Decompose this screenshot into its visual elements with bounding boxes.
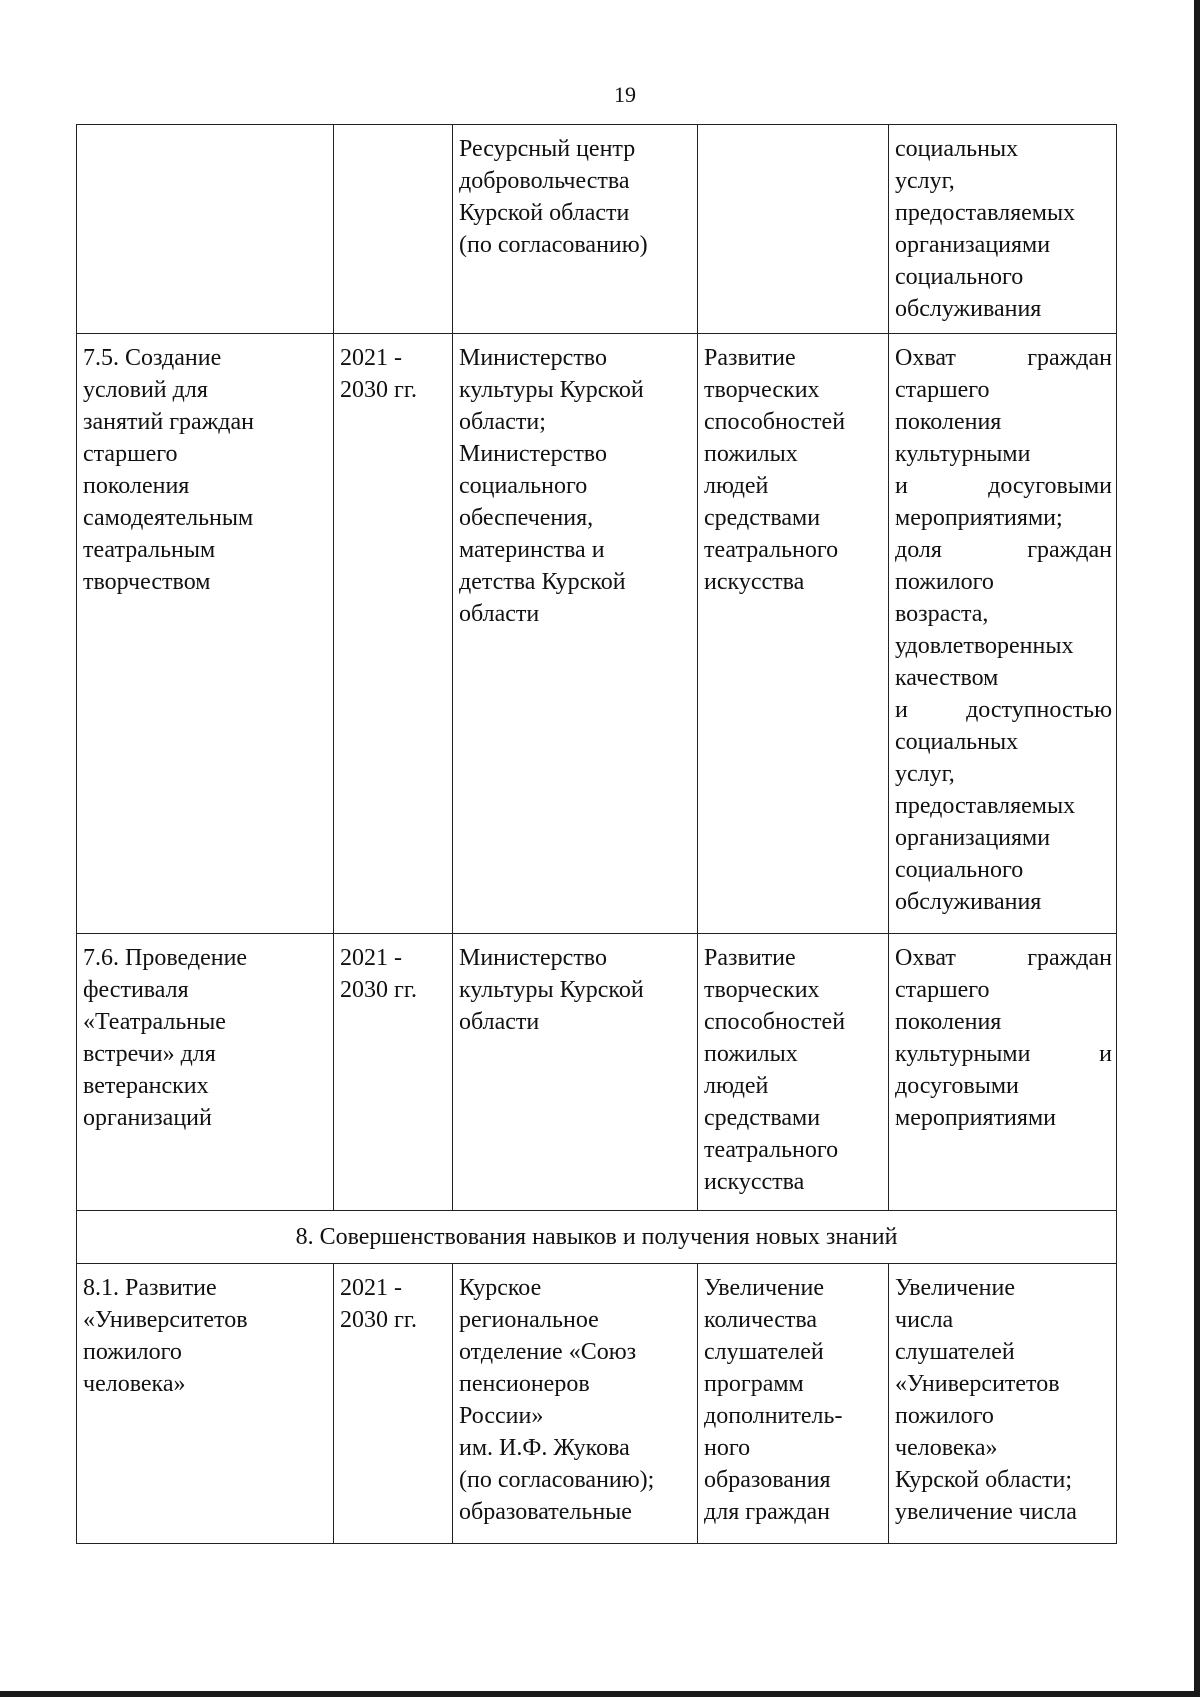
cell-line: культурными и (895, 1041, 1112, 1067)
cell-expected-result (698, 934, 889, 1211)
cell-line: Ресурсный центр (459, 136, 636, 162)
cell-indicator (889, 125, 1117, 334)
cell-line: материнства и (459, 537, 605, 563)
cell-line: пожилого (83, 1339, 182, 1365)
cell-line: Увеличение (895, 1275, 1016, 1301)
cell-line: (по согласованию) (459, 232, 648, 258)
table-row-7-6 (77, 934, 1117, 1211)
cell-line: организаций (83, 1105, 212, 1131)
cell-line: пенсионеров (459, 1371, 590, 1397)
cell-line: культуры Курской (459, 977, 644, 1003)
cell-measure (77, 125, 334, 334)
cell-line: старшего (895, 977, 990, 1003)
cell-indicator (889, 934, 1117, 1211)
cell-line: для граждан (704, 1499, 831, 1525)
cell-expected-result (698, 1264, 889, 1544)
cell-line: России» (459, 1403, 544, 1429)
cell-line: 2030 гг. (340, 1307, 417, 1333)
cell-indicator (889, 334, 1117, 934)
cell-line: «Университетов (895, 1371, 1060, 1397)
cell-line: обслуживания (895, 296, 1042, 322)
cell-line: Министерство (459, 345, 607, 371)
cell-line: творчеством (83, 569, 211, 595)
cell-line: театрального (704, 1137, 839, 1163)
cell-line: мероприятиями; (895, 505, 1063, 531)
cell-line: Министерство (459, 945, 607, 971)
table-row-continuation (77, 125, 1117, 334)
cell-line: социальных (895, 136, 1019, 162)
cell-line: 2030 гг. (340, 377, 417, 403)
cell-line: организациями (895, 232, 1051, 258)
cell-line: театрального (704, 537, 839, 563)
cell-line: поколения (895, 409, 1002, 435)
cell-line: увеличение числа (895, 1499, 1077, 1525)
cell-line: 7.5. Создание (83, 345, 222, 371)
cell-line: организациями (895, 825, 1051, 851)
cell-line: человека» (895, 1435, 998, 1461)
cell-line: области (459, 601, 540, 627)
cell-line: средствами (704, 1105, 821, 1131)
cell-period (334, 125, 453, 334)
cell-line: области; (459, 409, 546, 435)
cell-period (334, 934, 453, 1211)
cell-line: социального (895, 857, 1024, 883)
cell-line: возраста, (895, 601, 989, 627)
cell-line: дополнитель- (704, 1403, 843, 1429)
cell-line: «Университетов (83, 1307, 248, 1333)
cell-line: области (459, 1009, 540, 1035)
cell-line: встречи» для (83, 1041, 216, 1067)
cell-line: Охват граждан (895, 945, 1112, 971)
cell-line: 2030 гг. (340, 977, 417, 1003)
cell-line: Охват граждан (895, 345, 1112, 371)
program-table-body (77, 125, 1117, 1544)
cell-line: искусства (704, 569, 805, 595)
cell-line: программ (704, 1371, 804, 1397)
cell-line: «Театральные (83, 1009, 226, 1035)
cell-expected-result (698, 125, 889, 334)
cell-line: качеством (895, 665, 999, 691)
cell-line: 2021 - (340, 1275, 402, 1301)
cell-line: поколения (895, 1009, 1002, 1035)
table-row-8-1 (77, 1264, 1117, 1544)
cell-line: средствами (704, 505, 821, 531)
cell-line: самодеятельным (83, 505, 254, 531)
cell-line: предоставляемых (895, 793, 1076, 819)
cell-line: предоставляемых (895, 200, 1076, 226)
cell-line: творческих (704, 377, 820, 403)
cell-line: Развитие (704, 945, 796, 971)
cell-responsible (453, 334, 698, 934)
cell-line: и досуговыми (895, 473, 1112, 499)
cell-line: старшего (83, 441, 178, 467)
cell-line: Курской области; (895, 1467, 1073, 1493)
cell-line: 8.1. Развитие (83, 1275, 217, 1301)
cell-line: способностей (704, 409, 846, 435)
cell-line: творческих (704, 977, 820, 1003)
page-edge-right (1194, 0, 1200, 1697)
cell-line: Развитие (704, 345, 796, 371)
cell-measure (77, 1264, 334, 1544)
cell-line: театральным (83, 537, 216, 563)
cell-line: людей (704, 1073, 769, 1099)
page-edge-bottom (0, 1691, 1200, 1697)
cell-line: количества (704, 1307, 818, 1333)
cell-responsible (453, 934, 698, 1211)
cell-line: пожилого (895, 1403, 994, 1429)
cell-responsible (453, 125, 698, 334)
cell-line: культурными (895, 441, 1031, 467)
cell-line: фестиваля (83, 977, 189, 1003)
cell-line: обеспечения, (459, 505, 594, 531)
cell-line: образования (704, 1467, 831, 1493)
cell-line: образовательные (459, 1499, 632, 1525)
cell-indicator (889, 1264, 1117, 1544)
cell-line: детства Курской (459, 569, 626, 595)
cell-line: социального (895, 264, 1024, 290)
cell-line: способностей (704, 1009, 846, 1035)
cell-line: 2021 - (340, 345, 402, 371)
cell-line: Курское (459, 1275, 542, 1301)
cell-line: человека» (83, 1371, 186, 1397)
cell-line: слушателей (895, 1339, 1015, 1365)
cell-period (334, 1264, 453, 1544)
cell-period (334, 334, 453, 934)
cell-line: услуг, (895, 168, 955, 194)
cell-line: отделение «Союз (459, 1339, 637, 1365)
cell-line: ветеранских (83, 1073, 209, 1099)
cell-line: старшего (895, 377, 990, 403)
cell-line: и доступностью (895, 697, 1112, 723)
cell-line: Увеличение (704, 1275, 825, 1301)
cell-line: мероприятиями (895, 1105, 1056, 1131)
cell-responsible (453, 1264, 698, 1544)
cell-line: пожилого (895, 569, 994, 595)
cell-measure (77, 334, 334, 934)
cell-line: доля граждан (895, 537, 1112, 563)
cell-line: поколения (83, 473, 190, 499)
program-table (76, 124, 1117, 1544)
cell-line: добровольчества (459, 168, 630, 194)
cell-measure (77, 934, 334, 1211)
cell-expected-result (698, 334, 889, 934)
cell-line: обслуживания (895, 889, 1042, 915)
cell-line: удовлетворенных (895, 633, 1074, 659)
section-heading: 8. Совершенствования навыков и получения новых знаний (77, 1211, 1117, 1264)
cell-line: пожилых (704, 1041, 798, 1067)
cell-line: условий для (83, 377, 208, 403)
cell-line: социального (459, 473, 588, 499)
table-row-7-5 (77, 334, 1117, 934)
cell-line: людей (704, 473, 769, 499)
cell-line: социальных (895, 729, 1019, 755)
cell-line: культуры Курской (459, 377, 644, 403)
page-number: 19 (614, 82, 636, 107)
cell-line: числа (895, 1307, 954, 1333)
cell-line: ного (704, 1435, 751, 1461)
cell-line: региональное (459, 1307, 599, 1333)
cell-line: Министерство (459, 441, 607, 467)
cell-line: слушателей (704, 1339, 824, 1365)
cell-line: им. И.Ф. Жукова (459, 1435, 630, 1461)
cell-line: искусства (704, 1169, 805, 1195)
cell-line: 7.6. Проведение (83, 945, 248, 971)
cell-line: 2021 - (340, 945, 402, 971)
cell-line: Курской области (459, 200, 630, 226)
cell-line: занятий граждан (83, 409, 254, 435)
cell-line: пожилых (704, 441, 798, 467)
cell-line: услуг, (895, 761, 955, 787)
table-row-section-8 (77, 1211, 1117, 1264)
cell-line: досуговыми (895, 1073, 1019, 1099)
cell-line: (по согласованию); (459, 1467, 655, 1493)
